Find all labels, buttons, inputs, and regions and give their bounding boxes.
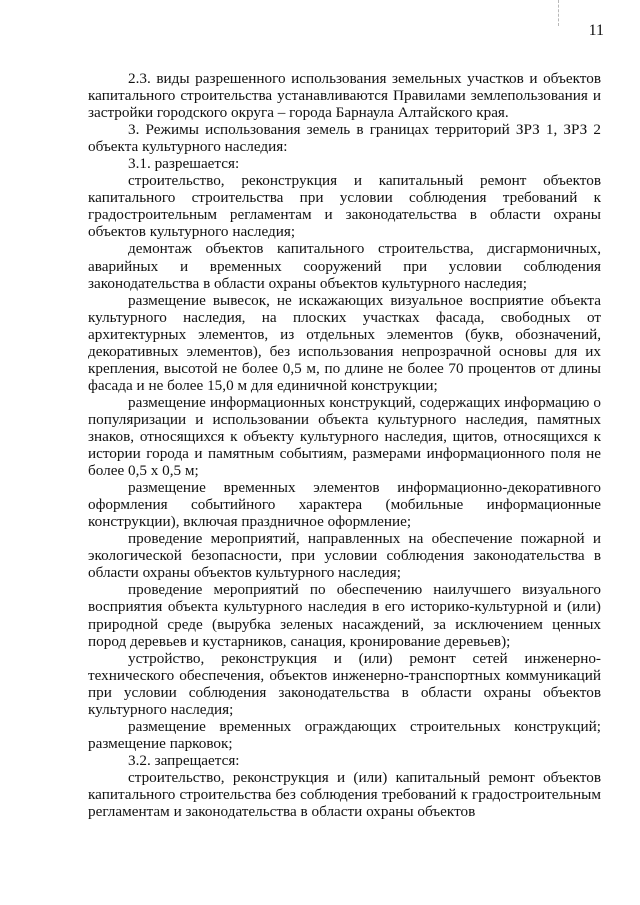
list-item-fences-parking: размещение временных ограждающих строительных конструкций; размещение парковок; <box>88 717 601 752</box>
paragraph-3-1-heading: 3.1. разрешается: <box>128 155 240 173</box>
list-item-demolition: демонтаж объектов капитального строительства, дисгармоничных, аварийных и временных сооружений при условии соблюдения законодательства в области охраны объектов культурного наследия; <box>88 240 601 292</box>
document-body <box>88 70 601 820</box>
list-item-info-structures: размещение информационных конструкций, содержащих информацию о популяризации и использовании объекта культурного наследия, памятных знаков, относящихся к объекту культурного наследия, щитов, относящихся к истории города и памятным событиям, размерами информационного поля не более 0,5 х 0,5 м; <box>88 393 601 480</box>
scan-fold-mark <box>558 0 560 26</box>
paragraph-2-3: 2.3. виды разрешенного использования земельных участков и объектов капитального строительства устанавливаются Правилами землепользования и застройки городского округа – города Барнаула Алтайского края. <box>88 70 601 122</box>
page-number: 11 <box>588 22 604 39</box>
list-item-signs: размещение вывесок, не искажающих визуальное восприятие объекта культурного наследия, на плоских участках фасада, свободных от архитектурных элементов, из отдельных элементов (букв, обозначений, декоративных элементов), без использования непрозрачной основы для их крепления, высотой не более 0,5 м, по длине не более 70 процентов от длины фасада и не более 15,0 м для единичной конструкции; <box>88 291 601 394</box>
list-item-visual-perception: проведение мероприятий по обеспечению наилучшего визуального восприятия объекта культурного наследия в его историко-культурной и (или) природной среде (вырубка зеленых насаждений, за исключением ценных пород деревьев и кустарников, санация, кронирование деревьев); <box>88 581 601 650</box>
paragraph-3-2-heading: 3.2. запрещается: <box>128 751 240 769</box>
list-item-utilities: устройство, реконструкция и (или) ремонт сетей инженерно-технического обеспечения, объектов инженерно-транспортных коммуникаций при условии соблюдения законодательства в области охраны объектов культурного наследия; <box>88 649 601 718</box>
list-item-safety-measures: проведение мероприятий, направленных на обеспечение пожарной и экологической безопасности, при условии соблюдения законодательства в области охраны объектов культурного наследия; <box>88 530 601 582</box>
list-item-construction: строительство, реконструкция и капитальный ремонт объектов капитального строительства при условии соблюдения требований к градостроительным регламентам и законодательства в области охраны объектов культурного наследия; <box>88 172 601 241</box>
list-item-prohibited-construction: строительство, реконструкция и (или) капитальный ремонт объектов капитального строительства без соблюдения требований к градостроительным регламентам и законодательства в области охраны объектов <box>88 768 601 821</box>
list-item-temporary-decor: размещение временных элементов информационно-декоративного оформления событийного характера (мобильные информационные конструкции), включая праздничное оформление; <box>88 479 601 531</box>
paragraph-3-heading: 3. Режимы использования земель в границах территорий ЗРЗ 1, ЗРЗ 2 объекта культурного наследия: <box>88 121 601 156</box>
